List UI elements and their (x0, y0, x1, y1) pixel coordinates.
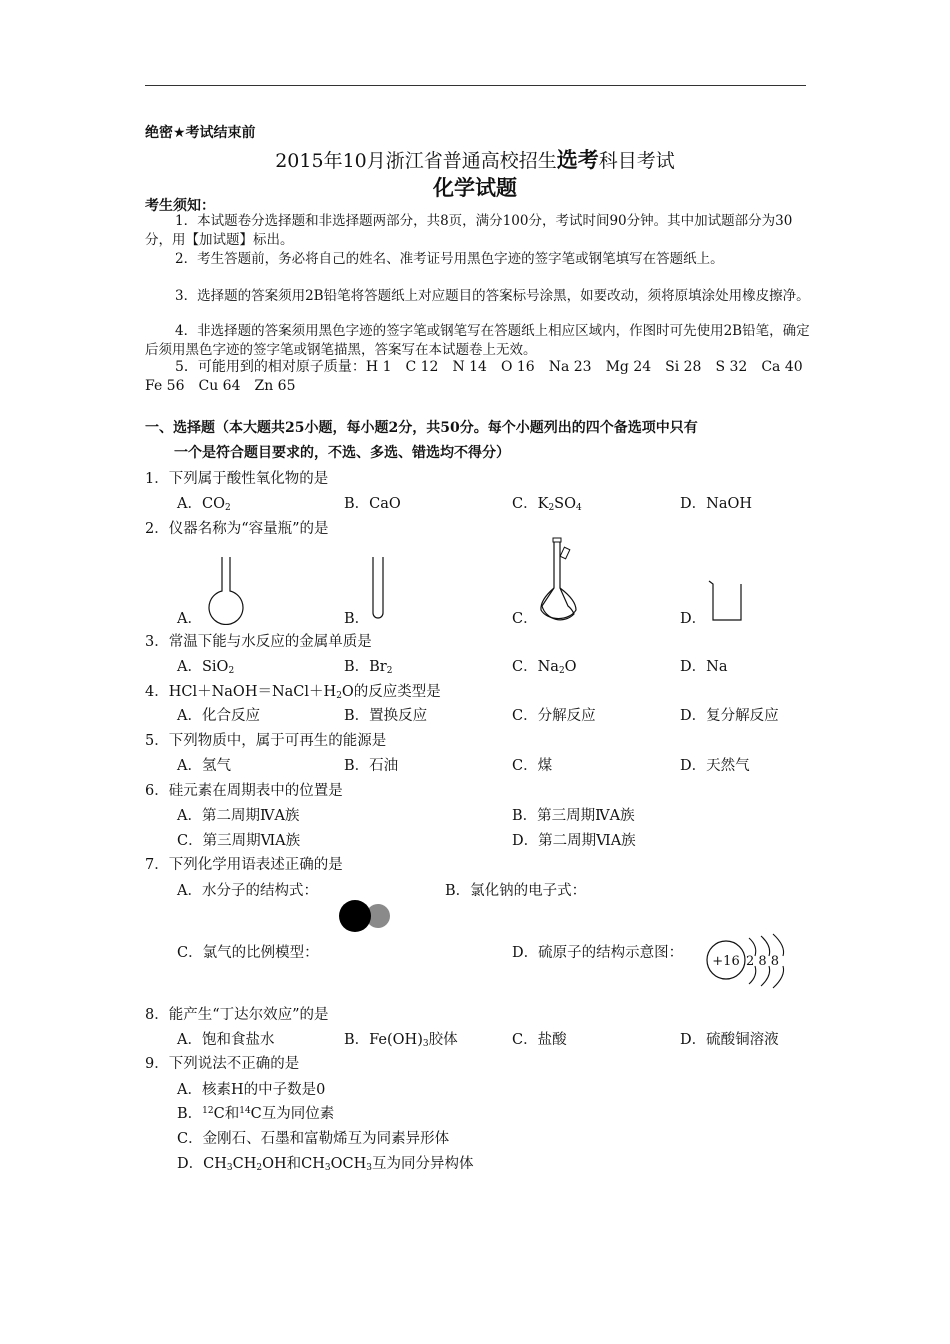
section-heading-cont: 一个是符合题目要求的，不选、多选、错选均不得分） (174, 445, 510, 461)
question-8: 8．能产生“丁达尔效应”的是 (145, 1007, 329, 1023)
question-9: 9．下列说法不正确的是 (145, 1056, 300, 1072)
q3-option-c: C．$Na_2O$ (512, 659, 577, 676)
q4-option-b: B．置换反应 (344, 708, 428, 724)
question-2: 2．仪器名称为“容量瓶”的是 (145, 521, 329, 537)
question-3: 3．常温下能与水反应的金属单质是 (145, 634, 372, 650)
q2-option-d: D． (680, 611, 707, 627)
q5-option-b: B．石油 (344, 758, 399, 774)
notice-item-2: 2．考生答题前，务必将自己的姓名、准考证号用黑色字迹的签字笔或钢笔填写在答题纸上。 (175, 251, 724, 267)
q6-option-c: C．第三周期ⅥA族 (177, 833, 301, 849)
test-tube-icon (370, 555, 386, 625)
q6-option-b: B．第三周期ⅣA族 (512, 808, 635, 824)
exam-subtitle: 化学试题 (433, 176, 517, 200)
beaker-icon (707, 578, 747, 624)
q4-option-d: D．复分解反应 (680, 708, 779, 724)
question-1: 1．下列属于酸性氧化物的是 (145, 471, 329, 487)
q5-option-d: D．天然气 (680, 758, 750, 774)
section-heading: 一、选择题（本大题共25小题，每小题2分，共50分。每个小题列出的四个备选项中只有 (145, 420, 698, 436)
q7-option-b: B．氯化钠的电子式： (445, 883, 587, 899)
q4-option-a: A．化合反应 (177, 708, 260, 724)
question-4: 4．$HCl+NaOH=NaCl+H_2O$的反应类型是 (145, 684, 441, 701)
notice-item-4: 4．非选择题的答案须用黑色字迹的签字笔或钢笔写在答题纸上相应区域内，作图时可先使用2B铅笔，确定后须用黑色字迹的签字笔或钢笔描黑，答案写在本试题卷上无效。 (145, 323, 810, 358)
q2-option-c: C． (512, 611, 538, 627)
q8-option-d: D．硫酸铜溶液 (680, 1032, 779, 1048)
q1-option-d: D．NaOH (680, 496, 752, 512)
q5-option-c: C．煤 (512, 758, 553, 774)
q6-option-a: A．第二周期ⅣA族 (177, 808, 300, 824)
q3-option-d: D．Na (680, 659, 728, 675)
q7-option-d: D．硫原子的结构示意图： (512, 945, 684, 961)
round-bottom-flask-icon (202, 555, 250, 625)
q9-option-c: C．金刚石、石墨和富勒烯互为同素异形体 (177, 1131, 450, 1147)
volumetric-flask-icon (536, 536, 586, 626)
q8-option-a: A．饱和食盐水 (177, 1032, 275, 1048)
question-7: 7．下列化学用语表述正确的是 (145, 857, 343, 873)
q8-option-c: C．盐酸 (512, 1032, 567, 1048)
notice-heading: 考生须知： (145, 198, 215, 214)
q9-option-b: B．$^{12}$C和$^{14}$C互为同位素 (177, 1106, 335, 1122)
q8-option-b: B．$Fe(OH)_3$胶体 (344, 1032, 458, 1049)
notice-item-3: 3．选择题的答案须用2B铅笔将答题纸上对应题目的答案标号涂黑，如要改动，须将原填涂处用橡皮擦净。 (175, 288, 810, 304)
secret-label: 绝密★考试结束前 (145, 125, 256, 141)
q5-option-a: A．氢气 (177, 758, 231, 774)
atom-structure-icon (703, 932, 798, 990)
q1-option-a: A．$CO_2$ (177, 496, 231, 513)
q1-option-b: B．CaO (344, 496, 401, 512)
q9-option-d: D．$CH_3CH_2OH$和$CH_3OCH_3$互为同分异构体 (177, 1156, 474, 1173)
q1-option-c: C．$K_2SO_4$ (512, 496, 582, 513)
q4-option-c: C．分解反应 (512, 708, 596, 724)
notice-item-1: 1．本试题卷分选择题和非选择题两部分，共8页，满分100分，考试时间90分钟。其中加试题部分为30分，用【加试题】标出。 (145, 213, 793, 248)
q7-option-c: C．氯气的比例模型： (177, 945, 319, 961)
q6-option-d: D．第二周期ⅥA族 (512, 833, 636, 849)
shell-electrons-label: 2 8 8 (746, 954, 780, 969)
header-rule (145, 85, 806, 86)
q2-option-a: A． (177, 611, 202, 627)
exam-title: 2015年10月浙江省普通高校招生选考科目考试 (275, 148, 675, 172)
q7-option-a: A．水分子的结构式： (177, 883, 318, 899)
q9-option-a: A．核素H的中子数是0 (177, 1082, 326, 1098)
question-6: 6．硅元素在周期表中的位置是 (145, 783, 343, 799)
space-filling-model-icon (338, 899, 396, 935)
nucleus-label: +16 (712, 954, 740, 969)
q2-option-b: B． (344, 611, 370, 627)
q3-option-a: A．SiO$_2$ (177, 659, 235, 676)
q3-option-b: B．$Br_2$ (344, 659, 393, 676)
question-5: 5．下列物质中，属于可再生的能源是 (145, 733, 387, 749)
notice-item-5: 5．可能用到的相对原子质量：H 1 C 12 N 14 O 16 Na 23 Mg 24 Si 28 S 32 Ca 40 Fe 56 Cu 64 Zn 65 (145, 359, 817, 394)
